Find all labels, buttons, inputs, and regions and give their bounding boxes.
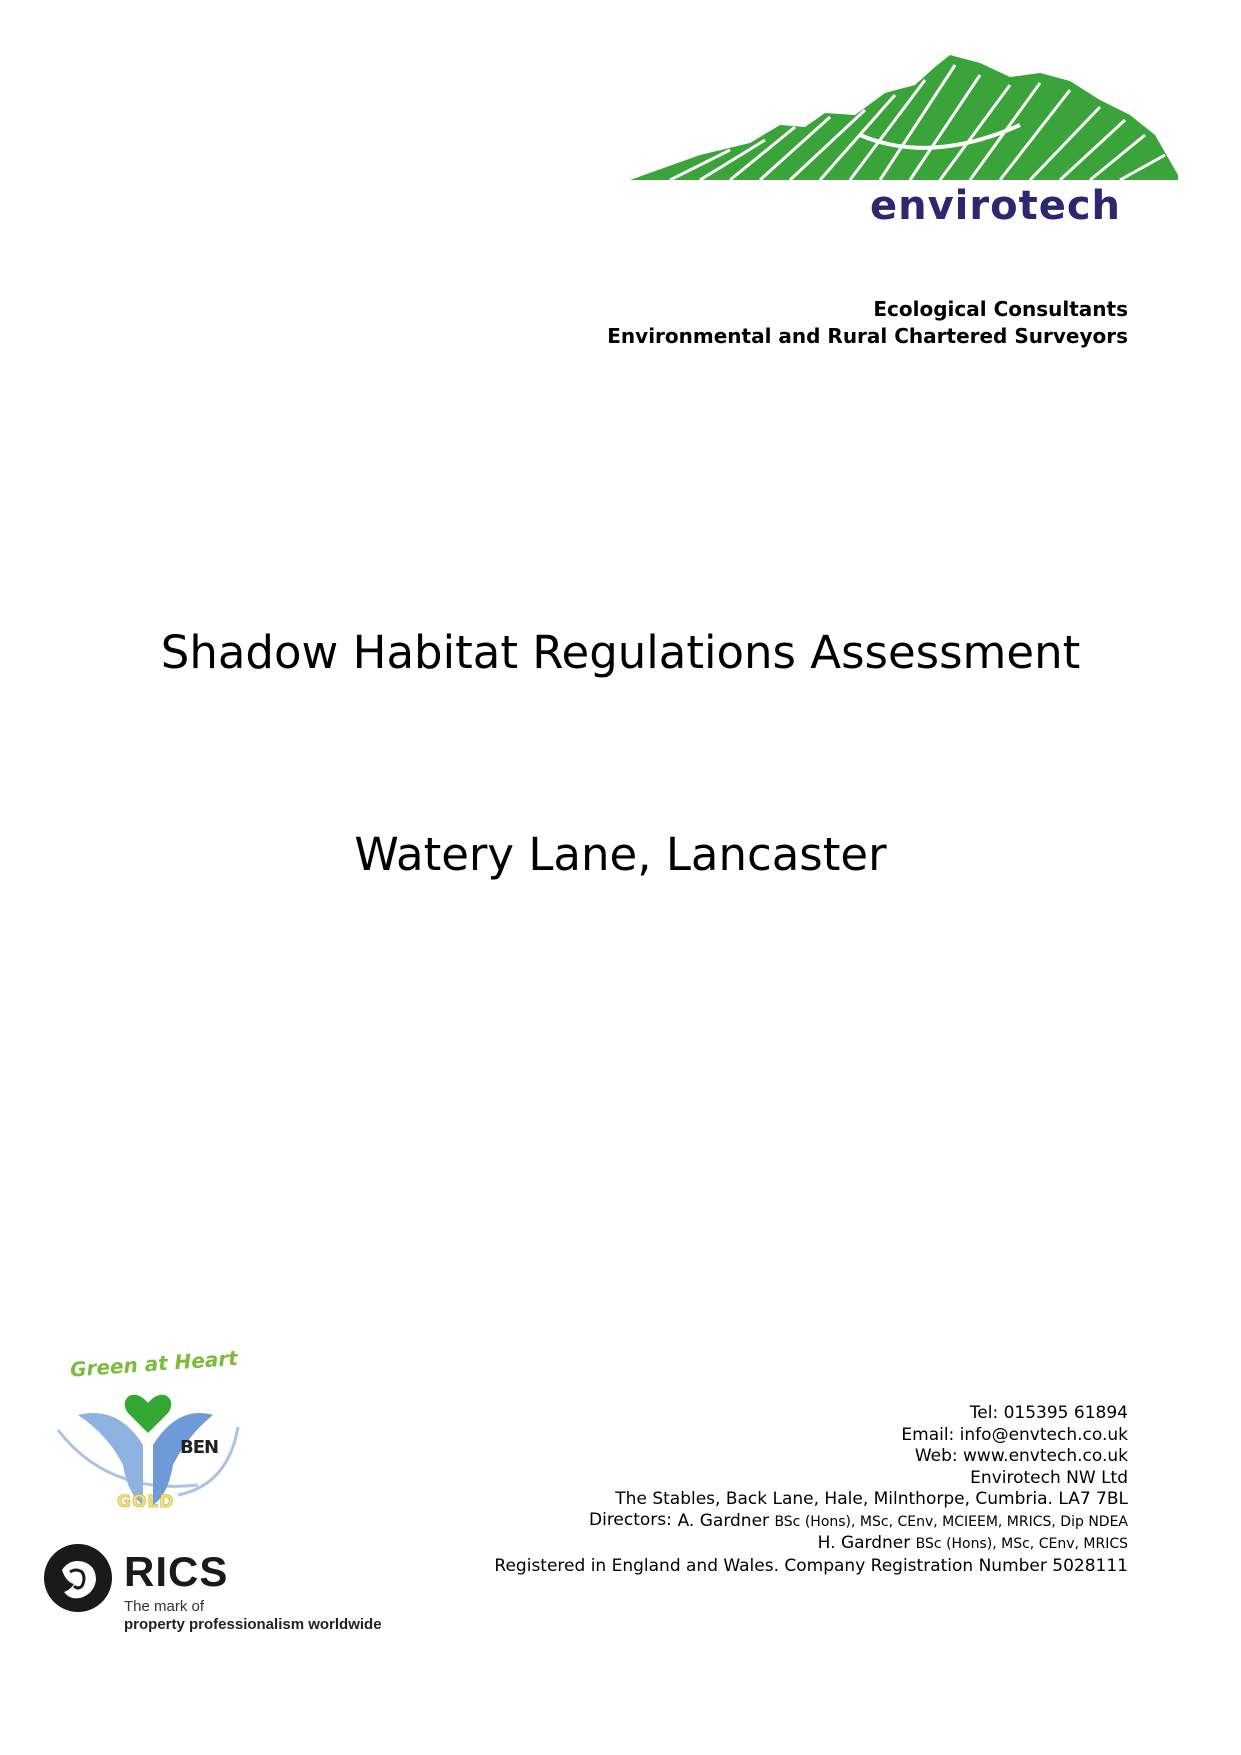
document-subtitle: Watery Lane, Lancaster: [354, 828, 887, 881]
director-1: [494, 1511, 1128, 1534]
telephone: Tel: 015395 61894: [969, 1403, 1128, 1423]
gold-label: GOLD: [117, 1492, 175, 1512]
rics-tagline-1: The mark of: [124, 1598, 205, 1615]
document-title: Shadow Habitat Regulations Assessment: [160, 626, 1081, 679]
ben-label: BEN: [180, 1437, 219, 1458]
director-1-name: A. Gardner: [677, 1510, 770, 1531]
company-address: The Stables, Back Lane, Hale, Milnthorpe, Cumbria. LA7 7BL: [615, 1489, 1128, 1509]
director-2-name: H. Gardner: [817, 1533, 911, 1553]
rics-tagline-2: property professionalism worldwide: [124, 1616, 382, 1633]
envirotech-mountain-logo: [630, 55, 1178, 187]
contact-block: [494, 1403, 1128, 1577]
tagline-line-2: Environmental and Rural Chartered Surveyors: [607, 324, 1128, 348]
registration-info: Registered in England and Wales. Company Registration Number 5028111: [494, 1555, 1128, 1576]
rics-wordmark: RICS: [124, 1548, 229, 1595]
director-2: [494, 1533, 1128, 1556]
director-1-qualifications: BSc (Hons), MSc, CEnv, MCIEEM, MRICS, Dip NDEA: [774, 1513, 1128, 1530]
directors-label: Directors:: [589, 1510, 672, 1530]
rics-lion-emblem: [40, 1540, 116, 1616]
green-at-heart-title: Green at Heart: [69, 1345, 239, 1382]
company-name: Envirotech NW Ltd: [970, 1467, 1128, 1488]
website: Web: www.envtech.co.uk: [914, 1446, 1128, 1466]
email: Email: info@envtech.co.uk: [901, 1424, 1128, 1445]
director-2-qualifications: BSc (Hons), MSc, CEnv, MRICS: [915, 1536, 1128, 1552]
tagline-line-1: Ecological Consultants: [873, 297, 1128, 321]
company-tagline: [607, 296, 1128, 350]
envirotech-wordmark: envirotech: [870, 183, 1122, 229]
